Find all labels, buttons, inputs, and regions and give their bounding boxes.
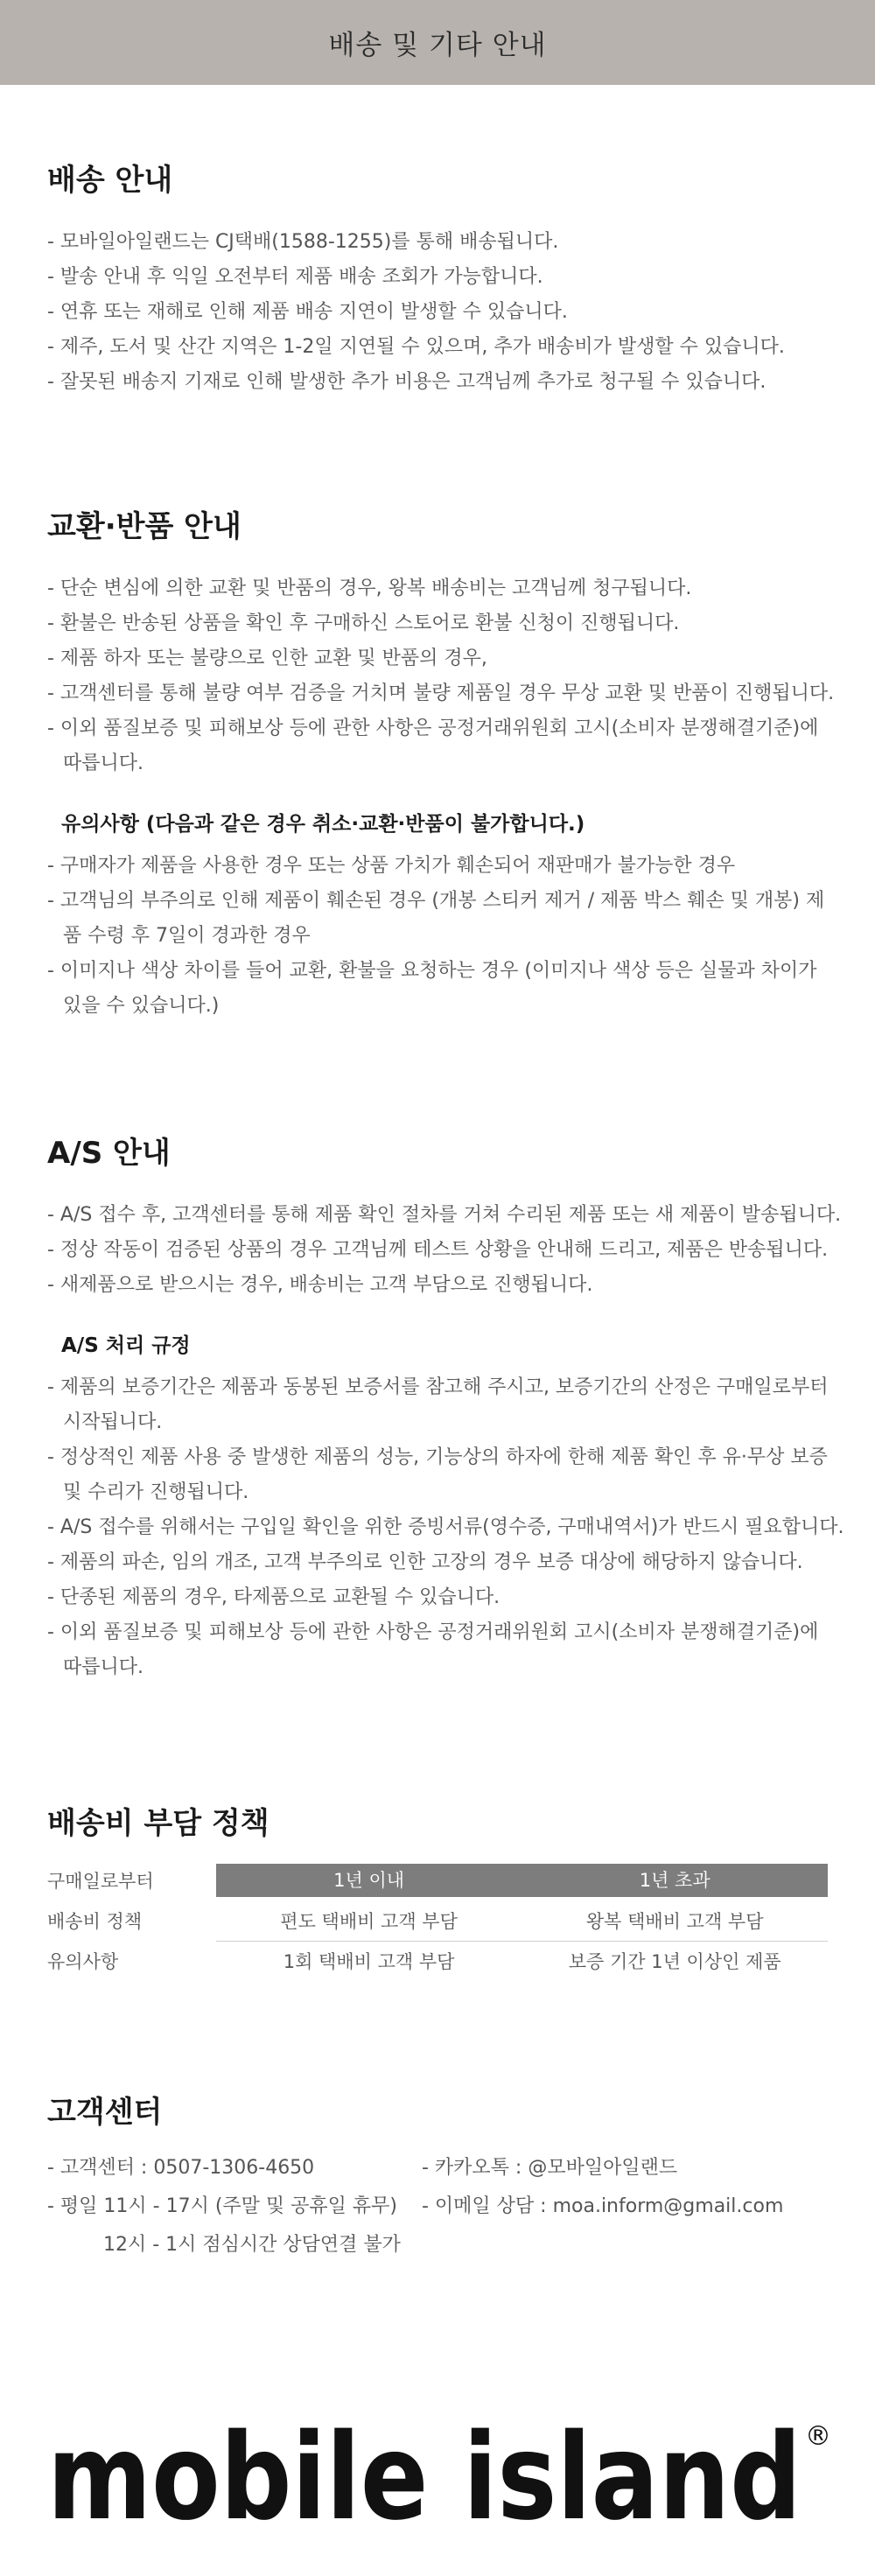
column-header: 1년 초과: [522, 1864, 828, 1897]
list-item: - 새제품으로 받으시는 경우, 배송비는 고객 부담으로 진행됩니다.: [47, 1274, 593, 1296]
list-item: - 제주, 도서 및 산간 지역은 1-2일 지연될 수 있으며, 추가 배송비가 발생할 수 있습니다.: [47, 336, 785, 358]
list-item: - 이외 품질보증 및 피해보상 등에 관한 사항은 공정거래위원회 고시(소비자 분쟁해결기준)에 따릅니다.: [47, 718, 819, 774]
list-item: - 모바일아일랜드는 CJ택배(1588-1255)를 통해 배송됩니다.: [47, 231, 559, 253]
exchange-title: 교환·반품 안내: [47, 509, 242, 544]
exchange-list: [47, 571, 835, 781]
page-header: [0, 0, 875, 85]
table-row: [47, 1900, 828, 1941]
as-list: [47, 1198, 842, 1303]
list-item: - 정상 작동이 검증된 상품의 경우 고객님께 테스트 상황을 안내해 드리고, 제품은 반송됩니다.: [47, 1239, 829, 1261]
caution-title: 유의사항 (다음과 같은 경우 취소·교환·반품이 불가합니다.): [61, 813, 585, 836]
caution-list: [47, 849, 835, 1024]
as-title: A/S 안내: [47, 1136, 171, 1171]
logo-wordmark: mobile island: [47, 2415, 802, 2538]
list-item: - A/S 접수 후, 고객센터를 통해 제품 확인 절차를 거쳐 수리된 제품 또는 새 제품이 발송됩니다.: [47, 1204, 842, 1226]
row-label: 배송비 정책: [47, 1911, 143, 1932]
list-item: - 이미지나 색상 차이를 들어 교환, 환불을 요청하는 경우 (이미지나 색상 등은 실물과 차이가 있을 수 있습니다.): [47, 960, 817, 1017]
shipping-section: [47, 156, 835, 400]
list-item: - A/S 접수를 위해서는 구입일 확인을 위한 증빙서류(영수증, 구매내역서)가 반드시 필요합니다.: [47, 1516, 844, 1538]
cs-title: 고객센터: [47, 2095, 163, 2130]
column-header: 1년 이내: [216, 1864, 522, 1897]
list-item: - 발송 안내 후 익일 오전부터 제품 배송 조회가 가능합니다.: [47, 266, 543, 288]
table-cell: 편도 택배비 고객 부담: [280, 1911, 458, 1932]
list-item: - 제품 하자 또는 불량으로 인한 교환 및 반품의 경우,: [47, 648, 487, 669]
list-item: - 구매자가 제품을 사용한 경우 또는 상품 가치가 훼손되어 재판매가 불가능한 경우: [47, 855, 736, 877]
as-rule-list: [47, 1370, 844, 1685]
shipping-list: [47, 225, 835, 400]
row-divider: [216, 1941, 828, 1942]
list-item: - 연휴 또는 재해로 인해 제품 배송 지연이 발생할 수 있습니다.: [47, 301, 568, 323]
brand-logo: [47, 2415, 835, 2538]
list-item: - 고객센터를 통해 불량 여부 검증을 거치며 불량 제품일 경우 무상 교환 및 반품이 진행됩니다.: [47, 682, 835, 704]
list-item: - 제품의 보증기간은 제품과 동봉된 보증서를 참고해 주시고, 보증기간의 산정은 구매일로부터 시작됩니다.: [47, 1376, 829, 1433]
as-section: [47, 1129, 844, 1685]
cs-phone: - 고객센터 : 0507-1306-4650: [47, 2157, 315, 2179]
list-item: - 정상적인 제품 사용 중 발생한 제품의 성능, 기능상의 하자에 한해 제품 확인 후 유·무상 보증 및 수리가 진행됩니다.: [47, 1446, 828, 1503]
page-title: 배송 및 기타 안내: [328, 30, 547, 61]
exchange-section: [47, 502, 835, 1024]
registered-mark-icon: ®: [805, 2421, 831, 2452]
policy-section: [47, 1799, 835, 1868]
table-row: [47, 1941, 828, 1981]
cs-contact-right: [422, 2149, 783, 2226]
list-item: - 환불은 반송된 상품을 확인 후 구매하신 스토어로 환불 신청이 진행됩니다.: [47, 612, 680, 634]
cs-hours: - 평일 11시 - 17시 (주말 및 공휴일 휴무): [47, 2195, 398, 2217]
row-label: 구매일로부터: [47, 1871, 154, 1892]
as-rule-title: A/S 처리 규정: [61, 1334, 191, 1357]
list-item: - 단종된 제품의 경우, 타제품으로 교환될 수 있습니다.: [47, 1586, 500, 1608]
cs-kakao: - 카카오톡 : @모바일아일랜드: [422, 2157, 678, 2179]
policy-table: [47, 1860, 828, 1981]
cs-lunch: 12시 - 1시 점심시간 상담연결 불가: [103, 2234, 401, 2256]
list-item: - 고객님의 부주의로 인해 제품이 훼손된 경우 (개봉 스티커 제거 / 제품 박스 훼손 및 개봉) 제품 수령 후 7일이 경과한 경우: [47, 890, 825, 947]
table-cell: 보증 기간 1년 이상인 제품: [568, 1951, 781, 1972]
cs-section: [47, 2088, 835, 2157]
cs-email: - 이메일 상담 : moa.inform@gmail.com: [422, 2195, 784, 2217]
cs-contact-left: [47, 2149, 401, 2264]
list-item: - 제품의 파손, 임의 개조, 고객 부주의로 인한 고장의 경우 보증 대상에 해당하지 않습니다.: [47, 1551, 803, 1573]
row-label: 유의사항: [47, 1951, 119, 1972]
list-item: - 이외 품질보증 및 피해보상 등에 관한 사항은 공정거래위원회 고시(소비자 분쟁해결기준)에 따릅니다.: [47, 1621, 819, 1678]
shipping-title: 배송 안내: [47, 163, 173, 198]
table-cell: 1회 택배비 고객 부담: [283, 1951, 455, 1972]
table-cell: 왕복 택배비 고객 부담: [585, 1911, 764, 1932]
list-item: - 잘못된 배송지 기재로 인해 발생한 추가 비용은 고객님께 추가로 청구될 수 있습니다.: [47, 371, 766, 393]
list-item: - 단순 변심에 의한 교환 및 반품의 경우, 왕복 배송비는 고객님께 청구됩니다.: [47, 578, 692, 599]
policy-title: 배송비 부담 정책: [47, 1806, 270, 1841]
table-row: [47, 1860, 828, 1900]
